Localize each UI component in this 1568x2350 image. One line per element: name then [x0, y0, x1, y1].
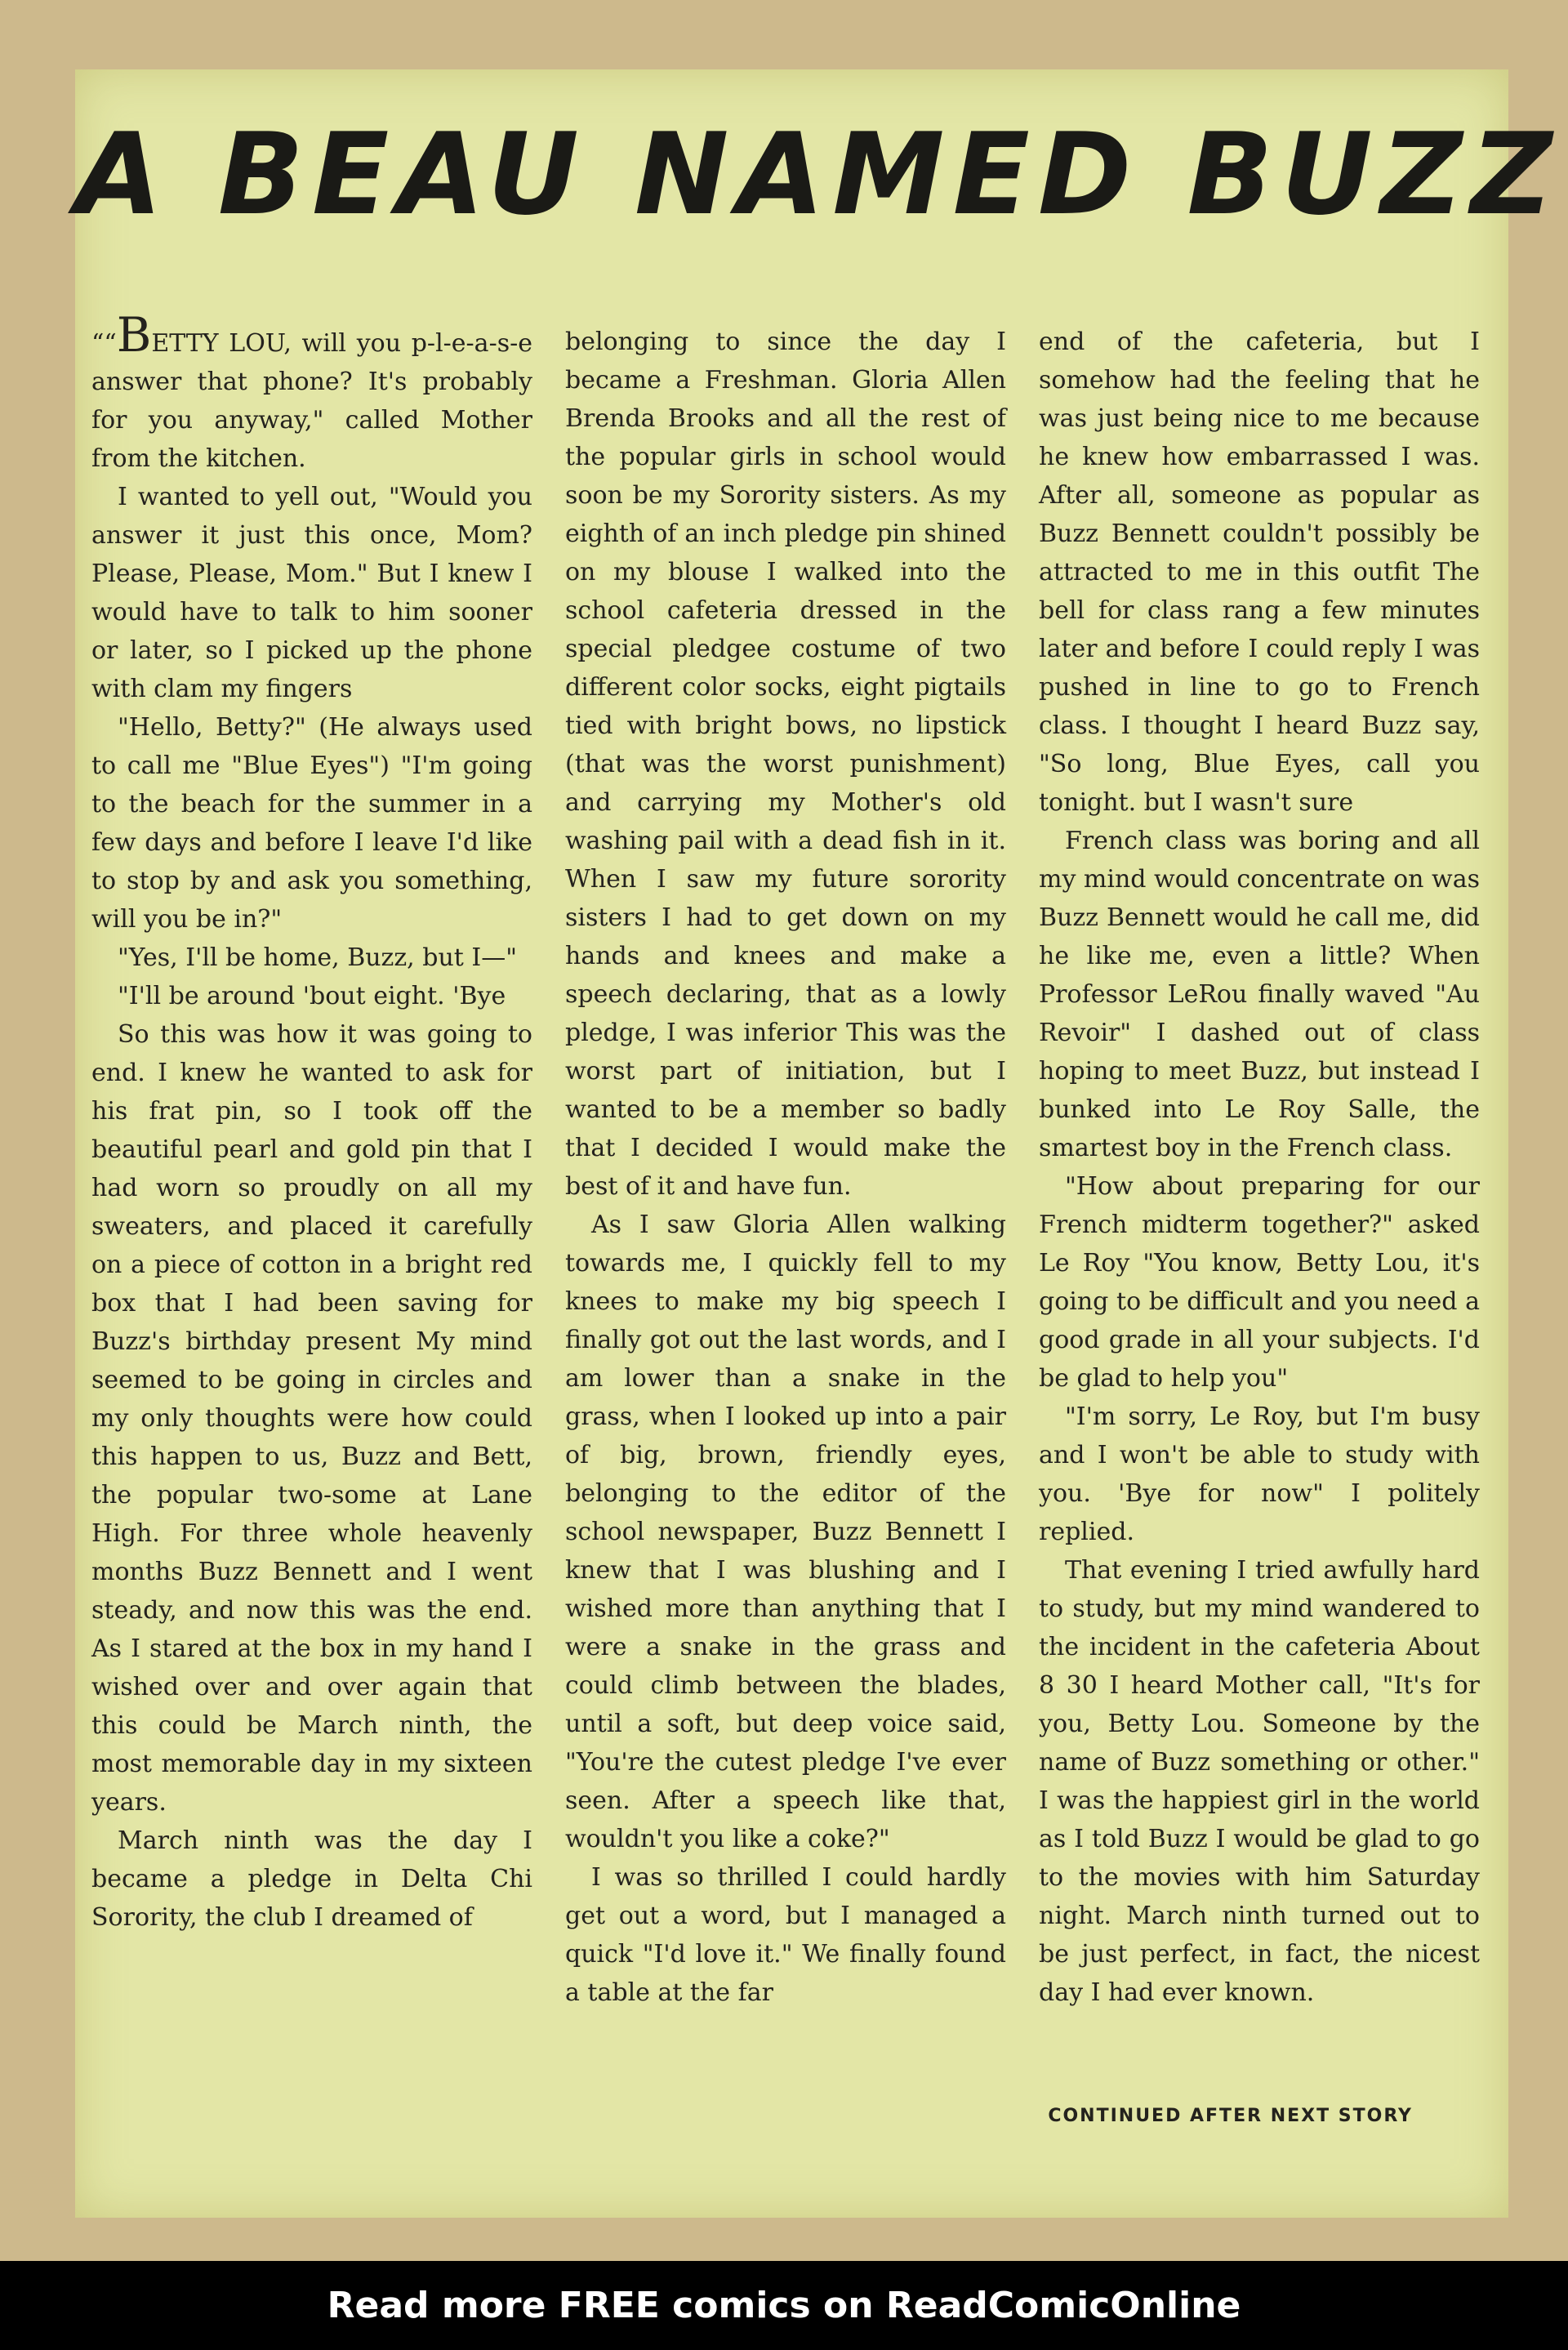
text-column-2 [565, 323, 1006, 2012]
paragraph: "How about preparing for our French midterm together?" asked Le Roy "You know, Betty Lou, it's going to be difficult and you need a good grade in all your subjects. I'd be glad to help you" [1039, 1172, 1480, 1393]
text-column-3 [1039, 323, 1480, 2012]
paragraph: French class was boring and all my mind would concentrate on was Buzz Bennett would he call me, did he like me, even a little? When Professor LeRou finally waved "Au Revoir" I dashed out of class hoping to meet Buzz, but instead I bunked into Le Roy Salle, the smartest boy in the French class. [1039, 827, 1480, 1162]
paragraph: "Hello, Betty?" (He always used to call me "Blue Eyes") "I'm going to the beach for the summer in a few days and before I leave I'd like to stop by and ask you something, will you be in?" [91, 713, 532, 934]
paragraph: "Yes, I'll be home, Buzz, but I—" [118, 943, 518, 972]
opening-quote: ““ [91, 329, 117, 358]
paragraph: "I'll be around 'bout eight. 'Bye [118, 982, 506, 1010]
drop-cap: B [116, 307, 152, 363]
paragraph: As I saw Gloria Allen walking towards me, I quickly fell to my knees to make my big speech I finally got out the last words, and I am lower than a snake in the grass, when I looked up into a pair of big, brown, friendly eyes, belonging to the editor of the school newspaper, Buzz Bennett I knew that I was blushing and I wished more than anything that I were a snake in the grass and could climb between the blades, until a soft, but deep voice said, "You're the cutest pledge I've ever seen. After a speech like that, wouldn't you like a coke?" [565, 1211, 1006, 1853]
paragraph: ““BETTY LOU, will you p-l-e-a-s-e answer that phone? It's probably for you anyway," called Mother from the kitchen. [91, 307, 532, 473]
footer-banner[interactable] [0, 2261, 1568, 2350]
footer-link-text[interactable]: Read more FREE comics on ReadComicOnline [327, 2285, 1241, 2326]
paragraph: March ninth was the day I became a pledge in Delta Chi Sorority, the club I dreamed of [91, 1826, 532, 1932]
story-panel [75, 69, 1561, 2218]
paragraph: I was so thrilled I could hardly get out a word, but I managed a quick "I'd love it." We finally found a table at the far [565, 1863, 1006, 2007]
paragraph: end of the cafeteria, but I somehow had the feeling that he was just being nice to me because he knew how embarrassed I was. After all, someone as popular as Buzz Bennett couldn't possibly be attracted to me in this outfit The bell for class rang a few minutes later and before I could reply I was pushed in line to go to French class. I thought I heard Buzz say, "So long, Blue Eyes, call you tonight. but I wasn't sure [1039, 328, 1480, 817]
story-title: A BEAU NAMED BUZZ [75, 109, 1561, 240]
paragraph: So this was how it was going to end. I knew he wanted to ask for his frat pin, so I took off the beautiful pearl and gold pin that I had worn so proudly on all my sweaters, and placed it carefully on a piece of cotton in a bright red box that I had been saving for Buzz's birthday present My mind seemed to be going in circles and my only thoughts were how could this happen to us, Buzz and Bett, the popular two-some at Lane High. For three whole heavenly months Buzz Bennett and I went steady, and now this was the end. As I stared at the box in my hand I wished over and over again that this could be March ninth, the most memorable day in my sixteen years. [91, 1020, 532, 1817]
paragraph: belonging to since the day I became a Freshman. Gloria Allen Brenda Brooks and all the rest of the popular girls in school would soon be my Sorority sisters. As my eighth of an inch pledge pin shined on my blouse I walked into the school cafeteria dressed in the special pledgee costume of two different color socks, eight pigtails tied with bright bows, no lipstick (that was the worst punishment) and carrying my Mother's old washing pail with a dead fish in it. When I saw my future sorority sisters I had to get down on my hands and knees and make a speech declaring, that as a lowly pledge, I was inferior This was the worst part of initiation, but I wanted to be a member so badly that I decided I would make the best of it and have fun. [565, 328, 1006, 1201]
continued-note: CONTINUED AFTER NEXT STORY [1048, 2106, 1413, 2126]
paragraph: I wanted to yell out, "Would you answer it just this once, Mom? Please, Please, Mom." But I knew I would have to talk to him sooner or later, so I picked up the phone with clam my fingers [91, 483, 532, 703]
paragraph: That evening I tried awfully hard to study, but my mind wandered to the incident in the cafeteria About 8 30 I heard Mother call, "It's for you, Betty Lou. Someone by the name of Buzz something or other." I was the happiest girl in the world as I told Buzz I would be glad to go to the movies with him Saturday night. March ninth turned out to be just perfect, in fact, the nicest day I had ever known. [1039, 1556, 1480, 2007]
paragraph: "I'm sorry, Le Roy, but I'm busy and I won't be able to study with you. 'Bye for now" I politely replied. [1039, 1402, 1480, 1546]
text-column-1 [91, 307, 532, 1937]
